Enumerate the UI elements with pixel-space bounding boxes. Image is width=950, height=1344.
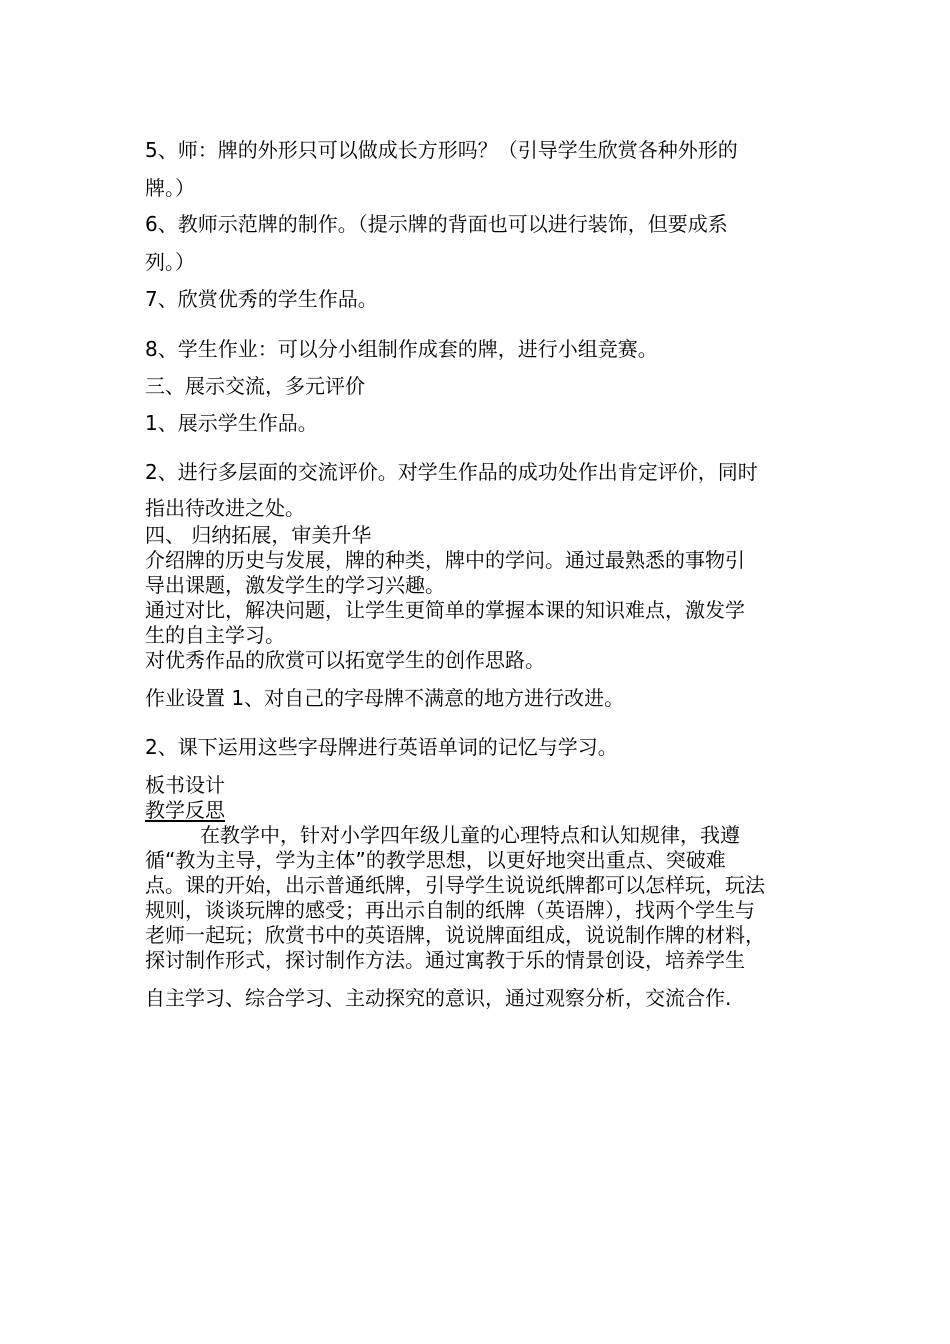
text-line: 7、欣赏优秀的学生作品。 (145, 287, 378, 311)
text-line: 通过对比，解决问题，让学生更简单的掌握本课的知识难点，激发学 (145, 598, 745, 622)
text-line: 在教学中，针对小学四年级儿童的心理特点和认知规律，我遵 (200, 823, 740, 847)
text-line: 2、课下运用这些字母牌进行英语单词的记忆与学习。 (145, 735, 618, 759)
text-line: 点。课的开始，出示普通纸牌，引导学生说说纸牌都可以怎样玩，玩法 (145, 873, 765, 897)
text-line: 介绍牌的历史与发展，牌的种类，牌中的学问。通过最熟悉的事物引 (145, 548, 745, 572)
section-heading: 板书设计 (145, 773, 225, 797)
text-line: 5、师：牌的外形只可以做成长方形吗？（引导学生欣赏各种外形的 (145, 138, 738, 162)
section-heading: 三、展示交流，多元评价 (145, 374, 365, 398)
section-heading-underlined: 教学反思 (145, 798, 225, 822)
text-line: 列。） (145, 250, 195, 274)
text-line: 作业设置 1、对自己的字母牌不满意的地方进行改进。 (145, 686, 625, 710)
text-line: 探讨制作形式，探讨制作方法。通过寓教于乐的情景创设，培养学生 (145, 948, 745, 972)
section-heading: 四、 归纳拓展，审美升华 (145, 523, 372, 547)
text-line: 生的自主学习。 (145, 623, 285, 647)
text-line: 对优秀作品的欣赏可以拓宽学生的创作思路。 (145, 648, 545, 672)
text-line: 导出课题，激发学生的学习兴趣。 (145, 573, 445, 597)
text-line: 自主学习、综合学习、主动探究的意识，通过观察分析，交流合作. (145, 986, 732, 1010)
text-line: 1、展示学生作品。 (145, 411, 318, 435)
text-line: 老师一起玩；欣赏书中的英语牌，说说牌面组成，说说制作牌的材料， (145, 923, 765, 947)
text-line: 牌。） (145, 176, 195, 200)
text-line: 2、进行多层面的交流评价。对学生作品的成功处作出肯定评价，同时 (145, 460, 758, 484)
text-line: 指出待改进之处。 (145, 496, 305, 520)
text-line: 规则，谈谈玩牌的感受；再出示自制的纸牌（英语牌），找两个学生与 (145, 898, 755, 922)
text-line: 6、教师示范牌的制作。（提示牌的背面也可以进行装饰，但要成系 (145, 212, 728, 236)
text-line: 循“教为主导，学为主体”的教学思想，以更好地突出重点、突破难 (145, 848, 726, 872)
text-line: 8、学生作业：可以分小组制作成套的牌，进行小组竞赛。 (145, 337, 658, 361)
